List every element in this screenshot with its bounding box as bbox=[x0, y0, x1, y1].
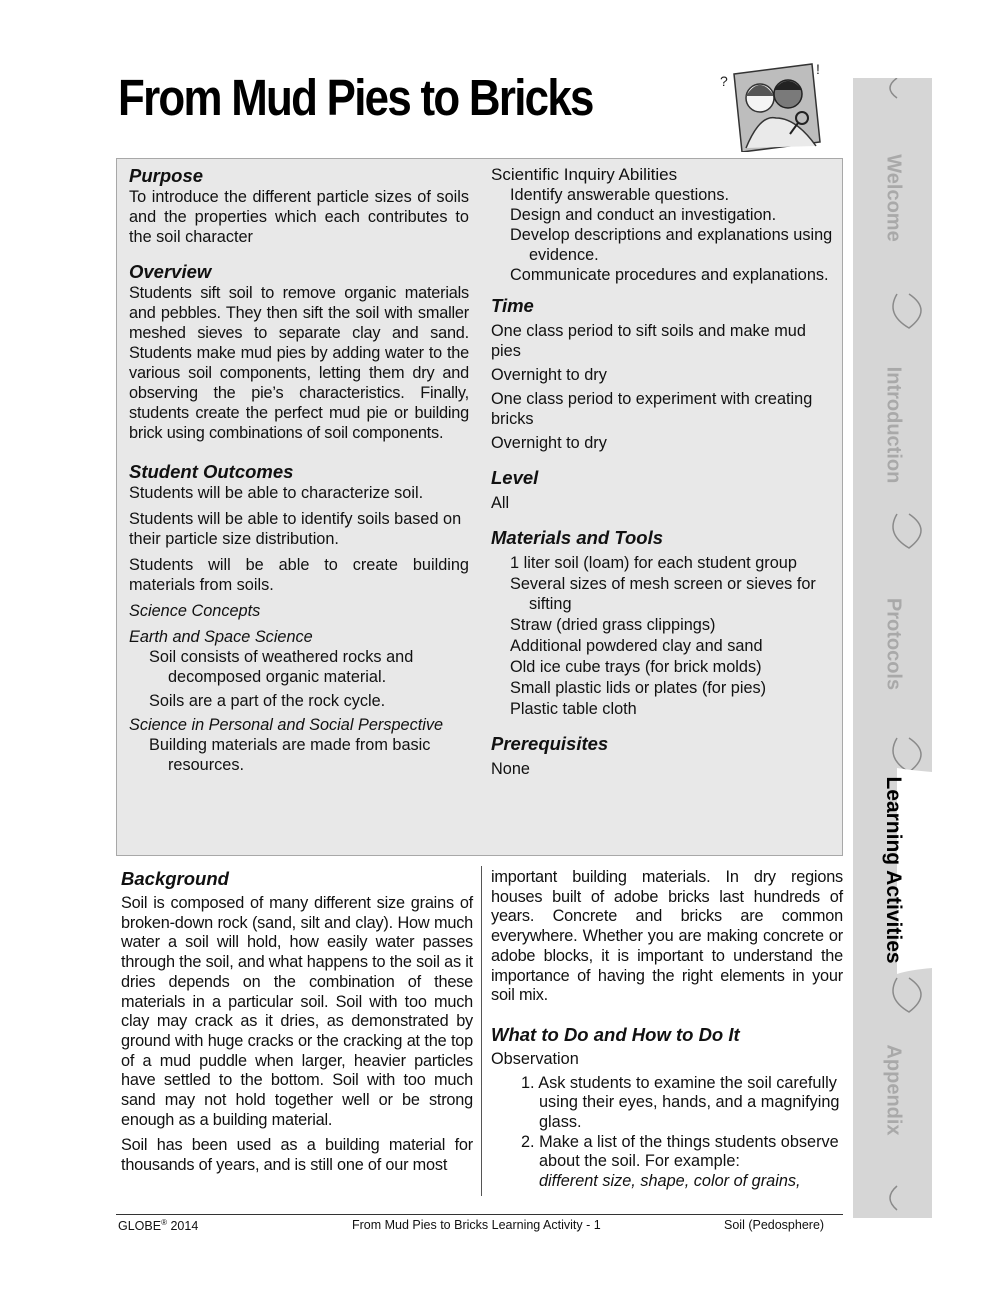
footer-publisher-name: GLOBE bbox=[118, 1219, 162, 1234]
procedure-column bbox=[491, 868, 843, 1192]
footer-publisher bbox=[118, 1218, 198, 1233]
outcome-item: Students will be able to create building materials from soils. bbox=[129, 556, 469, 594]
time-item: Overnight to dry bbox=[491, 366, 607, 384]
prerequisites-text: None bbox=[491, 760, 530, 778]
observation-subheading: Observation bbox=[491, 1049, 579, 1068]
step-text: Make a list of the things students observe about the soil. For example: bbox=[539, 1132, 839, 1171]
section-tab-rail bbox=[853, 78, 932, 1218]
tab-welcome[interactable]: Welcome bbox=[882, 154, 904, 242]
inquiry-item: Identify answerable questions. bbox=[510, 186, 730, 204]
material-item: Straw (dried grass clippings) bbox=[510, 616, 716, 634]
time-item: Overnight to dry bbox=[491, 434, 607, 452]
step-item bbox=[511, 1133, 843, 1172]
steps-list bbox=[491, 1074, 843, 1192]
time-item: One class period to sift soils and make mud pies bbox=[491, 322, 806, 360]
science-concepts-label: Science Concepts bbox=[129, 602, 261, 620]
background-paragraph: Soil has been used as a building material for thousands of years, and is still one of our most bbox=[121, 1136, 473, 1175]
column-divider bbox=[481, 866, 482, 1196]
material-item: Several sizes of mesh screen or sieves for sifting bbox=[510, 575, 816, 613]
outcome-item: Students will be able to identify soils based on their particle size distribution. bbox=[129, 510, 462, 548]
step-text: Ask students to examine the soil carefully using their eyes, hands, and a magnifying glass. bbox=[538, 1073, 840, 1132]
earth-space-label: Earth and Space Science bbox=[129, 628, 313, 646]
students-illustration bbox=[716, 56, 828, 152]
step-number: 1. bbox=[521, 1073, 535, 1092]
inquiry-item: Develop descriptions and explanations using evidence. bbox=[510, 226, 833, 264]
inquiry-item: Communicate procedures and explanations. bbox=[510, 266, 829, 284]
material-item: Small plastic lids or plates (for pies) bbox=[510, 679, 767, 697]
outcome-item: Students will be able to characterize soil. bbox=[129, 484, 424, 502]
background-paragraph: Soil is composed of many different size grains of broken-down rock (sand, silt and clay). How much water a soil will hold, how easily water passes through the soil, and what happens to the soil as it dries depends on the combination of these materials in a particular soil. Soil with too much clay may crack as it dries, as demonstrated by ground with huge cracks or the cracking at the top of a mud puddle when larger, heavier particles have settled to the bottom. Soil with too much sand may not hold together well or be strong enough as a building material. bbox=[121, 894, 473, 1129]
step-item bbox=[511, 1074, 843, 1133]
prerequisites-heading: Prerequisites bbox=[491, 733, 609, 754]
purpose-heading: Purpose bbox=[129, 165, 204, 186]
svg-text:!: ! bbox=[816, 61, 820, 77]
time-heading: Time bbox=[491, 295, 534, 316]
tab-learning-activities[interactable]: Learning Activities bbox=[881, 776, 905, 964]
level-text: All bbox=[491, 494, 510, 512]
time-item: One class period to experiment with creating bricks bbox=[491, 390, 813, 428]
inquiry-heading: Scientific Inquiry Abilities bbox=[491, 165, 678, 184]
material-item: Additional powdered clay and sand bbox=[510, 637, 763, 655]
concept-item: Soils are a part of the rock cycle. bbox=[149, 692, 386, 710]
page-title: From Mud Pies to Bricks bbox=[118, 69, 593, 126]
tab-introduction[interactable]: Introduction bbox=[882, 366, 904, 484]
tab-appendix[interactable]: Appendix bbox=[882, 1044, 904, 1136]
registered-mark: ® bbox=[161, 1218, 167, 1227]
concept-item: Soil consists of weathered rocks and decomposed organic material. bbox=[149, 648, 414, 686]
purpose-text: To introduce the different particle sizes of soils and the properties which each contributes to the soil character bbox=[129, 188, 469, 246]
materials-heading: Materials and Tools bbox=[491, 527, 664, 548]
overview-text: Students sift soil to remove organic materials and pebbles. They then sift the soil with smaller meshed sieves to separate clay and sand. Students make mud pies by adding water to the various soil components, letting them dry and observing the pie’s characteristics. Finally, students create the perfect mud pie or building brick using combinations of soil components. bbox=[129, 284, 469, 442]
material-item: Plastic table cloth bbox=[510, 700, 637, 718]
footer-year: 2014 bbox=[166, 1219, 199, 1234]
background-column bbox=[121, 868, 473, 1176]
summary-left-column bbox=[129, 165, 469, 775]
personal-social-label: Science in Personal and Social Perspective bbox=[129, 716, 444, 734]
material-item: 1 liter soil (loam) for each student group bbox=[510, 554, 797, 572]
overview-heading: Overview bbox=[129, 261, 212, 282]
footer-rule bbox=[116, 1214, 843, 1215]
level-heading: Level bbox=[491, 467, 539, 488]
background-paragraph: important building materials. In dry regions houses built of adobe bricks last hundreds of years. Concrete and bricks are common everywhere. Whether you are making concrete or adobe blocks, it is important to understand the importance of having the right elements in your soil mix. bbox=[491, 868, 843, 1005]
outcomes-heading: Student Outcomes bbox=[129, 461, 294, 482]
svg-text:?: ? bbox=[720, 73, 728, 89]
footer-page-label: From Mud Pies to Bricks Learning Activity - 1 bbox=[352, 1218, 601, 1232]
step-number: 2. bbox=[521, 1132, 535, 1151]
what-to-do-heading: What to Do and How to Do It bbox=[491, 1023, 740, 1045]
tab-protocols[interactable]: Protocols bbox=[882, 597, 904, 691]
inquiry-item: Design and conduct an investigation. bbox=[510, 206, 777, 224]
background-heading: Background bbox=[121, 868, 229, 889]
step-example: different size, shape, color of grains, bbox=[539, 1172, 801, 1191]
footer-section: Soil (Pedosphere) bbox=[724, 1218, 825, 1232]
concept-item: Building materials are made from basic resources. bbox=[149, 736, 431, 774]
material-item: Old ice cube trays (for brick molds) bbox=[510, 658, 762, 676]
summary-right-column bbox=[491, 165, 836, 779]
